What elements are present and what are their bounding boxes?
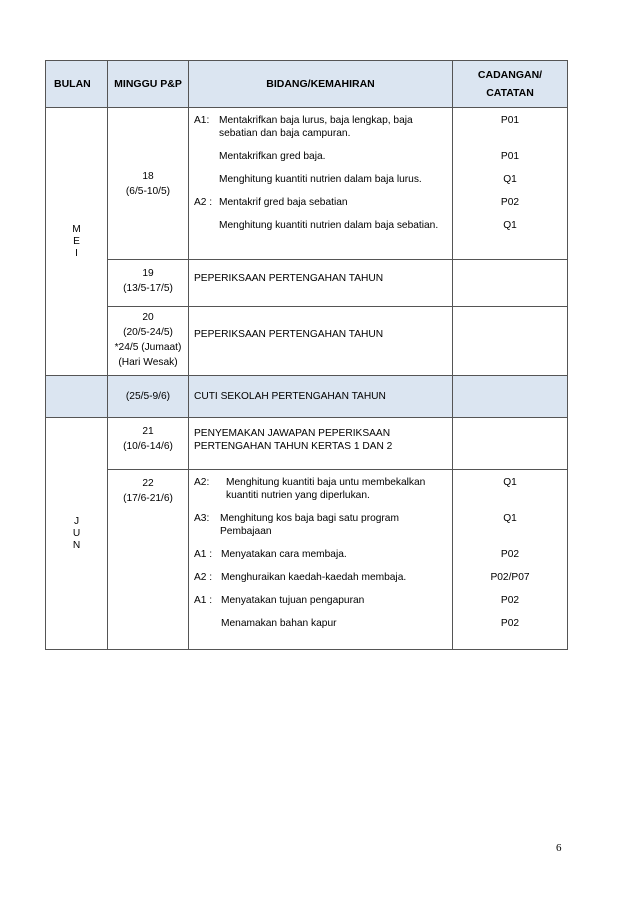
week-dates: (17/6-21/6) bbox=[123, 493, 173, 504]
catatan-cell bbox=[453, 260, 568, 307]
month-letter: U bbox=[72, 527, 81, 539]
header-catatan bbox=[453, 61, 568, 108]
skill-code: A1: bbox=[194, 115, 210, 126]
skill-entry bbox=[194, 173, 448, 186]
week-cell bbox=[108, 108, 189, 260]
skill-code bbox=[194, 150, 219, 163]
week-dates: (20/5-24/5) bbox=[123, 327, 173, 338]
skill-entry bbox=[194, 571, 448, 584]
skill-text: Menyatakan cara membaja. bbox=[221, 549, 347, 560]
skill-entry bbox=[194, 594, 448, 607]
skill-code: A2 : bbox=[194, 572, 213, 583]
month-letter: N bbox=[72, 539, 81, 551]
week-cell bbox=[108, 307, 189, 376]
page-number: 6 bbox=[556, 842, 562, 854]
table-row-week-18 bbox=[46, 108, 568, 260]
skill-code bbox=[194, 617, 221, 630]
header-catatan-line1: CADANGAN/ bbox=[477, 69, 543, 81]
skill-entry bbox=[194, 219, 448, 232]
note-code: P02 bbox=[500, 595, 520, 606]
month-letter: I bbox=[75, 247, 78, 259]
bidang-line: PENYEMAKAN JAWAPAN PEPERIKSAAN bbox=[194, 428, 391, 439]
skill-text: Menamakan bahan kapur bbox=[221, 618, 337, 629]
bidang-cell: PEPERIKSAAN PERTENGAHAN TAHUN bbox=[189, 307, 453, 376]
week-number: 22 bbox=[142, 478, 154, 489]
week-dates: (13/5-17/5) bbox=[123, 283, 173, 294]
week-number: 20 bbox=[142, 312, 154, 323]
table-row-week-20 bbox=[46, 307, 568, 376]
week-note: *24/5 (Jumaat) bbox=[114, 342, 182, 353]
skill-entry bbox=[194, 512, 448, 538]
note-code: Q1 bbox=[503, 174, 517, 185]
lesson-plan-table bbox=[45, 60, 568, 650]
skill-code bbox=[194, 173, 219, 186]
bidang-cell bbox=[189, 470, 453, 650]
table-row-week-21 bbox=[46, 418, 568, 470]
bidang-cell: CUTI SEKOLAH PERTENGAHAN TAHUN bbox=[189, 376, 453, 418]
week-cell: (25/5-9/6) bbox=[108, 376, 189, 418]
month-letter: J bbox=[73, 515, 80, 527]
header-catatan-line2: CATATAN bbox=[486, 87, 534, 99]
skill-entry bbox=[194, 150, 448, 163]
skill-entry bbox=[194, 114, 448, 140]
month-cell-empty bbox=[46, 376, 108, 418]
catatan-cell bbox=[453, 376, 568, 418]
note-code: P02 bbox=[500, 549, 520, 560]
header-minggu: MINGGU P&P bbox=[108, 61, 189, 108]
bidang-cell: PEPERIKSAAN PERTENGAHAN TAHUN bbox=[189, 260, 453, 307]
skill-entry bbox=[194, 196, 448, 209]
month-mei bbox=[46, 108, 108, 376]
bidang-cell bbox=[189, 418, 453, 470]
note-code: P01 bbox=[500, 115, 520, 126]
week-number: 19 bbox=[142, 268, 154, 279]
skill-entry bbox=[194, 617, 448, 630]
skill-text: Menghitung kuantiti nutrien dalam baja sebatian. bbox=[219, 220, 439, 231]
note-code: Q1 bbox=[503, 477, 517, 488]
skill-code bbox=[194, 219, 219, 232]
note-code: P02 bbox=[500, 197, 520, 208]
note-code: Q1 bbox=[503, 513, 517, 524]
skill-text: Menghuraikan kaedah-kaedah membaja. bbox=[221, 572, 407, 583]
week-number: 21 bbox=[142, 426, 154, 437]
month-letter: M bbox=[72, 223, 81, 235]
table-header-row bbox=[46, 61, 568, 108]
table-row-week-22 bbox=[46, 470, 568, 650]
skill-text: Menghitung kos baja bagi satu program Pembajaan bbox=[220, 513, 399, 537]
week-cell bbox=[108, 418, 189, 470]
month-letter: E bbox=[73, 235, 80, 247]
skill-text: Menghitung kuantiti nutrien dalam baja lurus. bbox=[219, 174, 422, 185]
note-code: P02 bbox=[500, 618, 520, 629]
header-bulan: BULAN bbox=[46, 61, 108, 108]
bidang-cell bbox=[189, 108, 453, 260]
week-cell bbox=[108, 470, 189, 650]
month-jun bbox=[46, 418, 108, 650]
skill-code: A2 : bbox=[194, 197, 213, 208]
header-bidang: BIDANG/KEMAHIRAN bbox=[189, 61, 453, 108]
bidang-line: PERTENGAHAN TAHUN KERTAS 1 DAN 2 bbox=[194, 441, 393, 452]
table-row-week-19 bbox=[46, 260, 568, 307]
catatan-cell bbox=[453, 108, 568, 260]
skill-code: A1 : bbox=[194, 595, 213, 606]
week-number: 18 bbox=[142, 170, 154, 182]
note-code: P02/P07 bbox=[490, 572, 530, 583]
skill-entry bbox=[194, 476, 448, 502]
skill-text: Mentakrifkan baja lurus, baja lengkap, baja sebatian dan baja campuran. bbox=[219, 115, 413, 139]
note-code: P01 bbox=[500, 151, 520, 162]
skill-code: A1 : bbox=[194, 549, 213, 560]
week-dates: (10/6-14/6) bbox=[123, 441, 173, 452]
catatan-cell bbox=[453, 470, 568, 650]
skill-text: Menghitung kuantiti baja untu membekalkan kuantiti nutrien yang diperlukan. bbox=[226, 477, 426, 501]
week-note: (Hari Wesak) bbox=[118, 357, 178, 368]
catatan-cell bbox=[453, 418, 568, 470]
skill-code: A3: bbox=[194, 513, 210, 524]
skill-entry bbox=[194, 548, 448, 561]
week-dates: (6/5-10/5) bbox=[125, 185, 171, 197]
skill-text: Mentakrif gred baja sebatian bbox=[219, 197, 348, 208]
note-code: Q1 bbox=[503, 220, 517, 231]
table-row-holiday bbox=[46, 376, 568, 418]
catatan-cell bbox=[453, 307, 568, 376]
skill-text: Mentakrifkan gred baja. bbox=[219, 151, 326, 162]
skill-code: A2: bbox=[194, 477, 210, 488]
skill-text: Menyatakan tujuan pengapuran bbox=[221, 595, 365, 606]
week-cell bbox=[108, 260, 189, 307]
